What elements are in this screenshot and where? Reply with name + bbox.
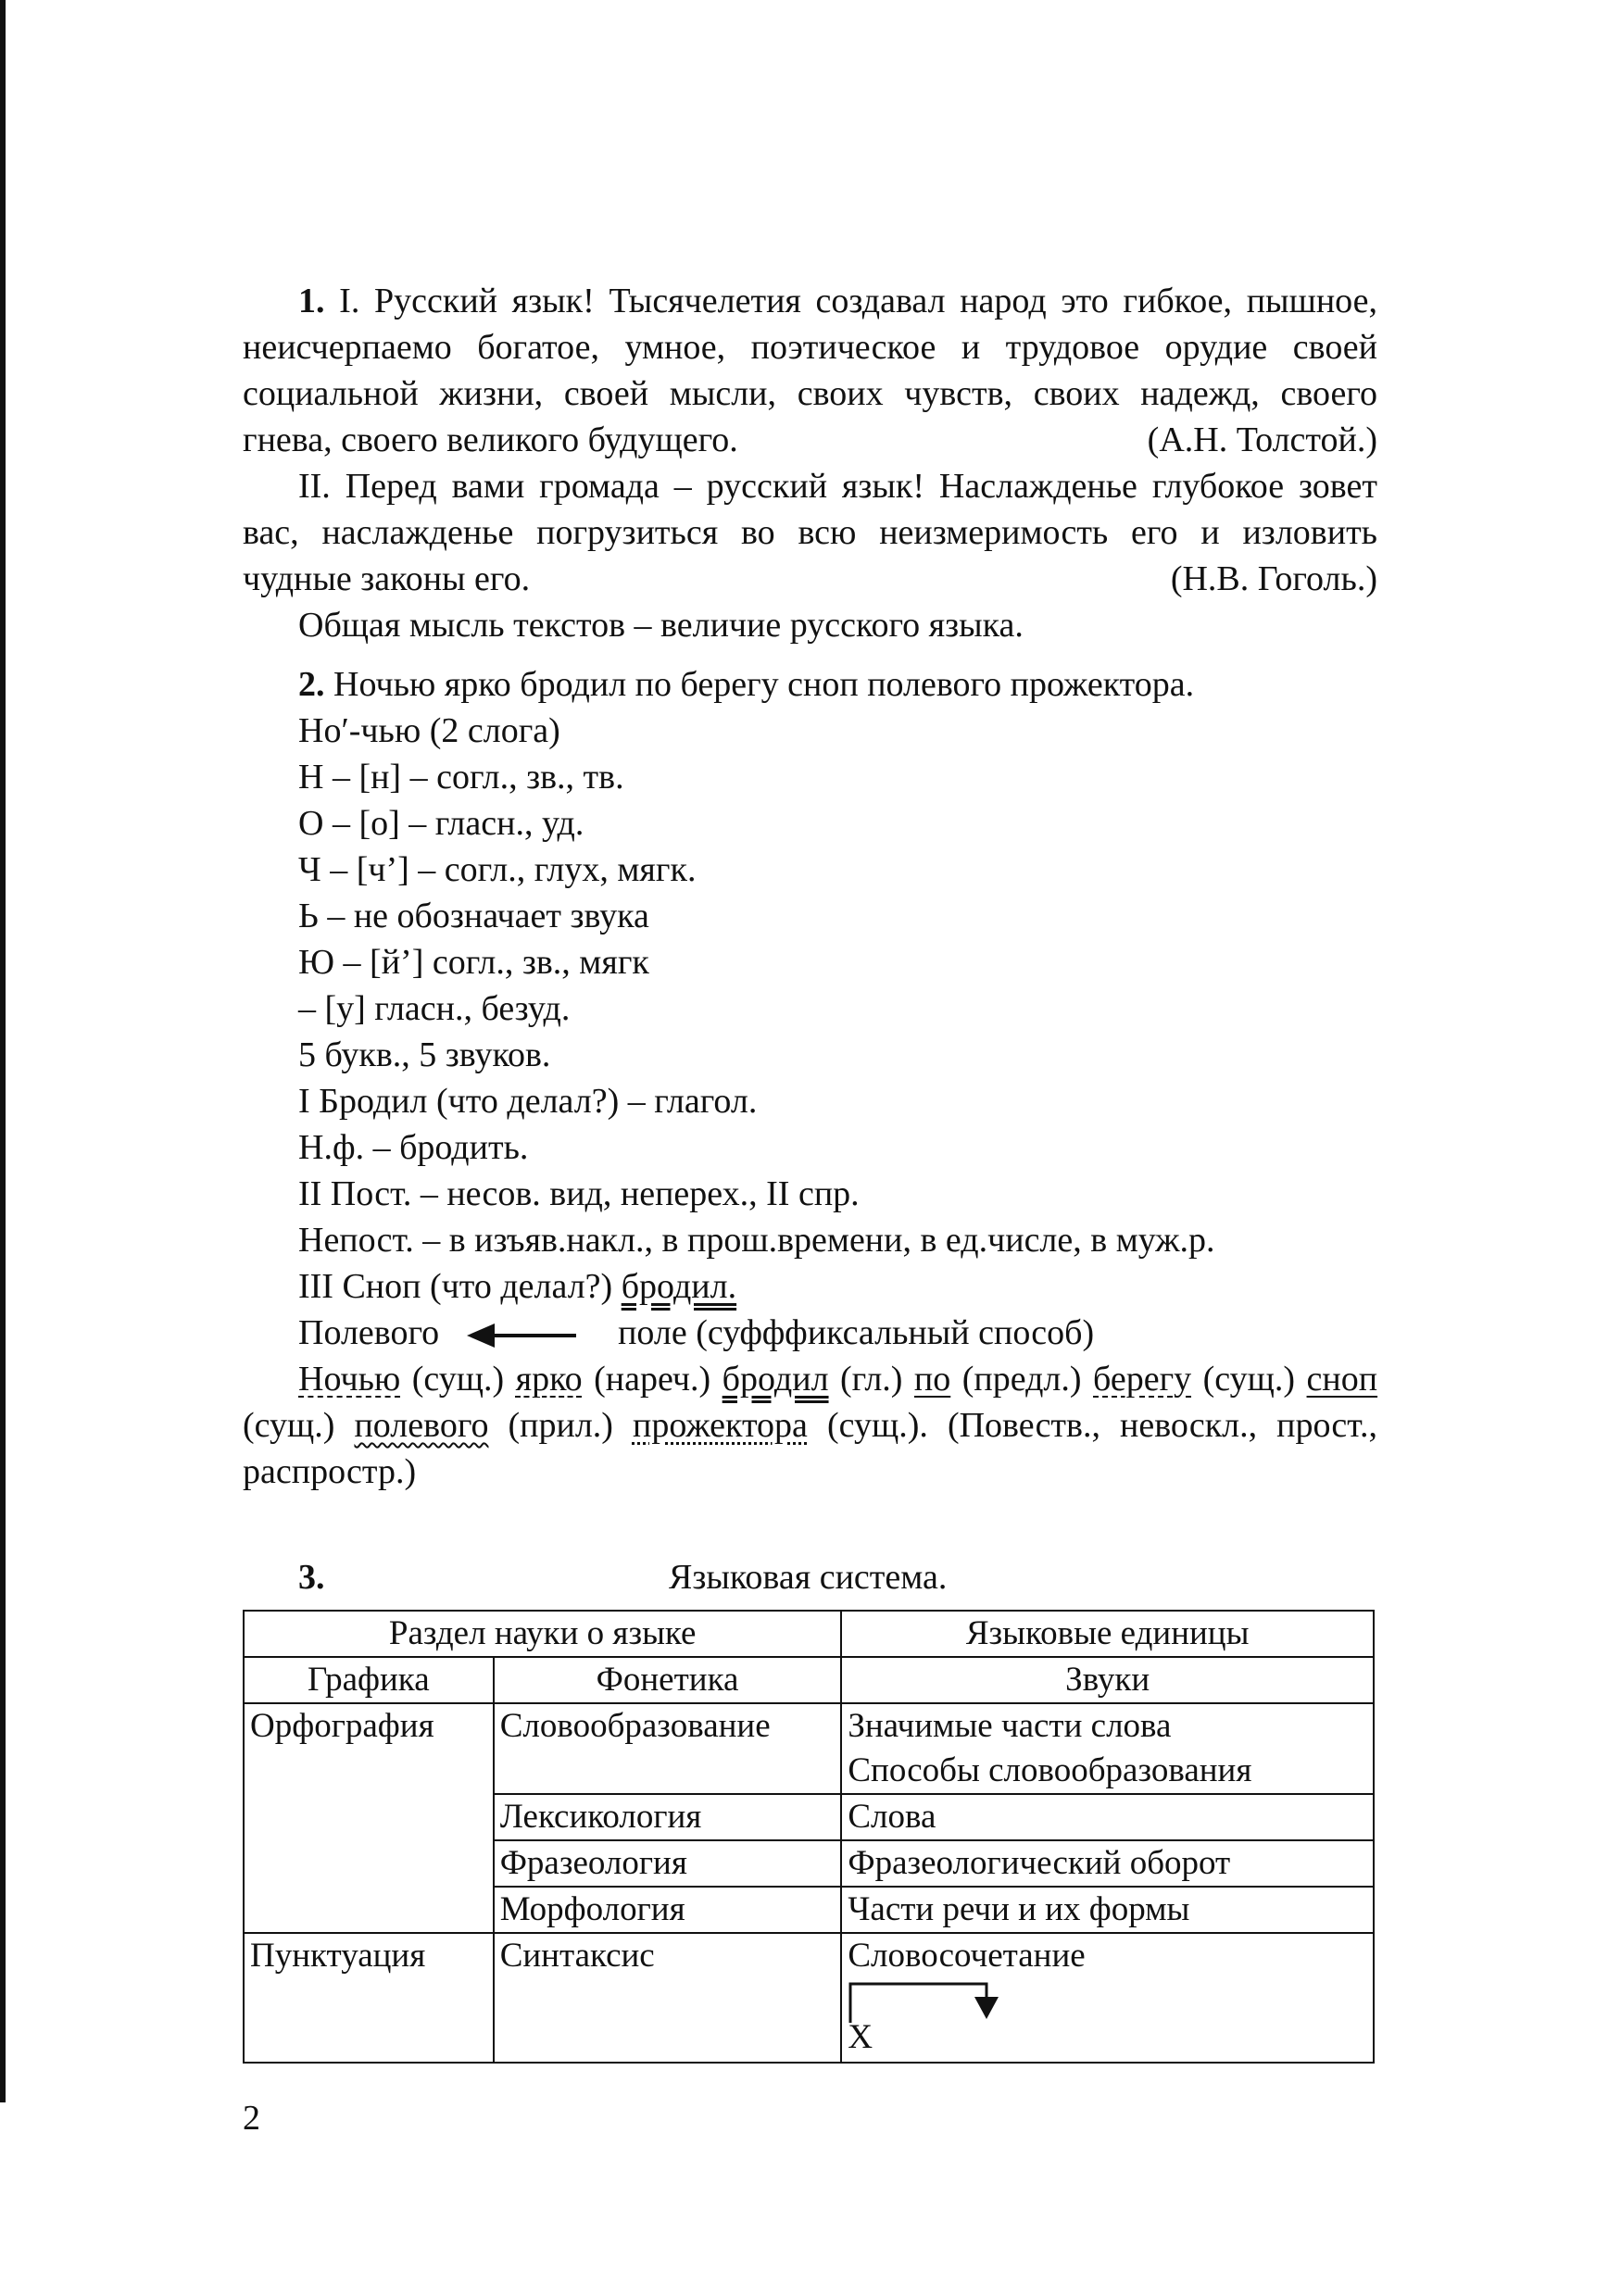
cell-unit: Словосочетание X <box>841 1933 1374 2063</box>
page-edge-bar <box>0 0 6 2102</box>
task3-number: 3. <box>298 1558 325 1597</box>
task2-number: 2. <box>298 665 325 704</box>
author-gogol: (Н.В. Гоголь.) <box>1170 559 1377 598</box>
analysis-line: Ь – не обозначает звука <box>298 897 649 935</box>
task1-part2: II. Перед вами громада – русский язык! Наслажденье глубокое зовет вас, наслажденье погрузиться во всю неизмеримость его и изловить чудные законы его. (Н.В. Гоголь.) <box>243 463 1377 602</box>
scheme-letter: X <box>848 2018 873 2056</box>
task1-summary: Общая мысль текстов – величие русского языка. <box>298 606 1024 645</box>
cell-section: Лексикология <box>494 1794 842 1840</box>
task1-part1: 1. I. Русский язык! Тысячелетия создавал народ это гибкое, пышное, неисчерпаемо богатое, умное, поэтическое и трудовое орудие своей социальной жизни, своей мысли, своих чувств, своих надежд, своего гнева, своего великого будущего. (А.Н. Толстой.) <box>243 278 1377 463</box>
cell-section: Синтаксис <box>494 1933 842 2063</box>
derivation-line: Полевого поле (суфффиксальный способ) <box>298 1313 1095 1352</box>
cell-orfografiya: Орфография <box>244 1703 494 1933</box>
task3-title: Языковая система. <box>669 1558 948 1597</box>
analysis-line: О – [о] – гласн., уд. <box>298 804 584 843</box>
task1-number: 1. <box>298 282 325 320</box>
cell-section: Фразеология <box>494 1840 842 1887</box>
analysis-line: II Пост. – несов. вид, неперех., II спр. <box>298 1174 860 1213</box>
cell-unit: Значимые части слова Способы словообразования <box>841 1703 1374 1794</box>
sentence-parse: Ночью (сущ.) ярко (нареч.) бродил (гл.) по (предл.) берегу (сущ.) сноп (сущ.) полевого (прил.) прожектора (сущ.). (Повеств., невоскл., прост., распростр.) <box>243 1360 1378 1491</box>
cell-unit: Части речи и их формы <box>841 1887 1374 1933</box>
analysis-line: Н.ф. – бродить. <box>298 1128 529 1167</box>
cell-section: Словообразование <box>494 1703 842 1794</box>
cell-punktuaciya: Пунктуация <box>244 1933 494 2063</box>
analysis-line: Ч – [ч’] – согл., глух, мягк. <box>298 850 697 889</box>
language-system-table <box>243 1610 1375 2064</box>
cell-fonetika: Фонетика <box>494 1657 842 1703</box>
task2-sentence: 2. Ночью ярко бродил по берегу сноп полевого прожектора. <box>298 665 1195 704</box>
analysis-line: – [у] гласн., безуд. <box>298 989 571 1028</box>
dependency-arrow-icon <box>848 1978 1014 2025</box>
analysis-line: III Сноп (что делал?) бродил. <box>298 1267 737 1306</box>
cell-zvuki: Звуки <box>841 1657 1374 1703</box>
page-content <box>243 278 1377 2064</box>
cell-grafika: Графика <box>244 1657 494 1703</box>
header-left: Раздел науки о языке <box>244 1611 841 1657</box>
analysis-line: 5 букв., 5 звуков. <box>298 1035 551 1074</box>
cell-unit: Фразеологический оборот <box>841 1840 1374 1887</box>
page-number: 2 <box>243 2099 260 2138</box>
cell-section: Морфология <box>494 1887 842 1933</box>
cell-unit: Слова <box>841 1794 1374 1840</box>
author-tolstoy: (А.Н. Толстой.) <box>1147 420 1377 459</box>
analysis-line: Ю – [й’] согл., зв., мягк <box>298 943 649 982</box>
analysis-line: Ноʹ-чью (2 слога) <box>298 711 560 750</box>
analysis-line: Н – [н] – согл., зв., тв. <box>298 758 624 797</box>
phrase-scheme <box>848 1978 1367 2058</box>
left-arrow-icon <box>467 1322 578 1349</box>
analysis-line: Непост. – в изъяв.накл., в прош.времени, в ед.числе, в муж.р. <box>298 1221 1215 1260</box>
header-right: Языковые единицы <box>841 1611 1374 1657</box>
task3-heading <box>298 1554 1377 1600</box>
analysis-line: I Бродил (что делал?) – глагол. <box>298 1082 758 1121</box>
